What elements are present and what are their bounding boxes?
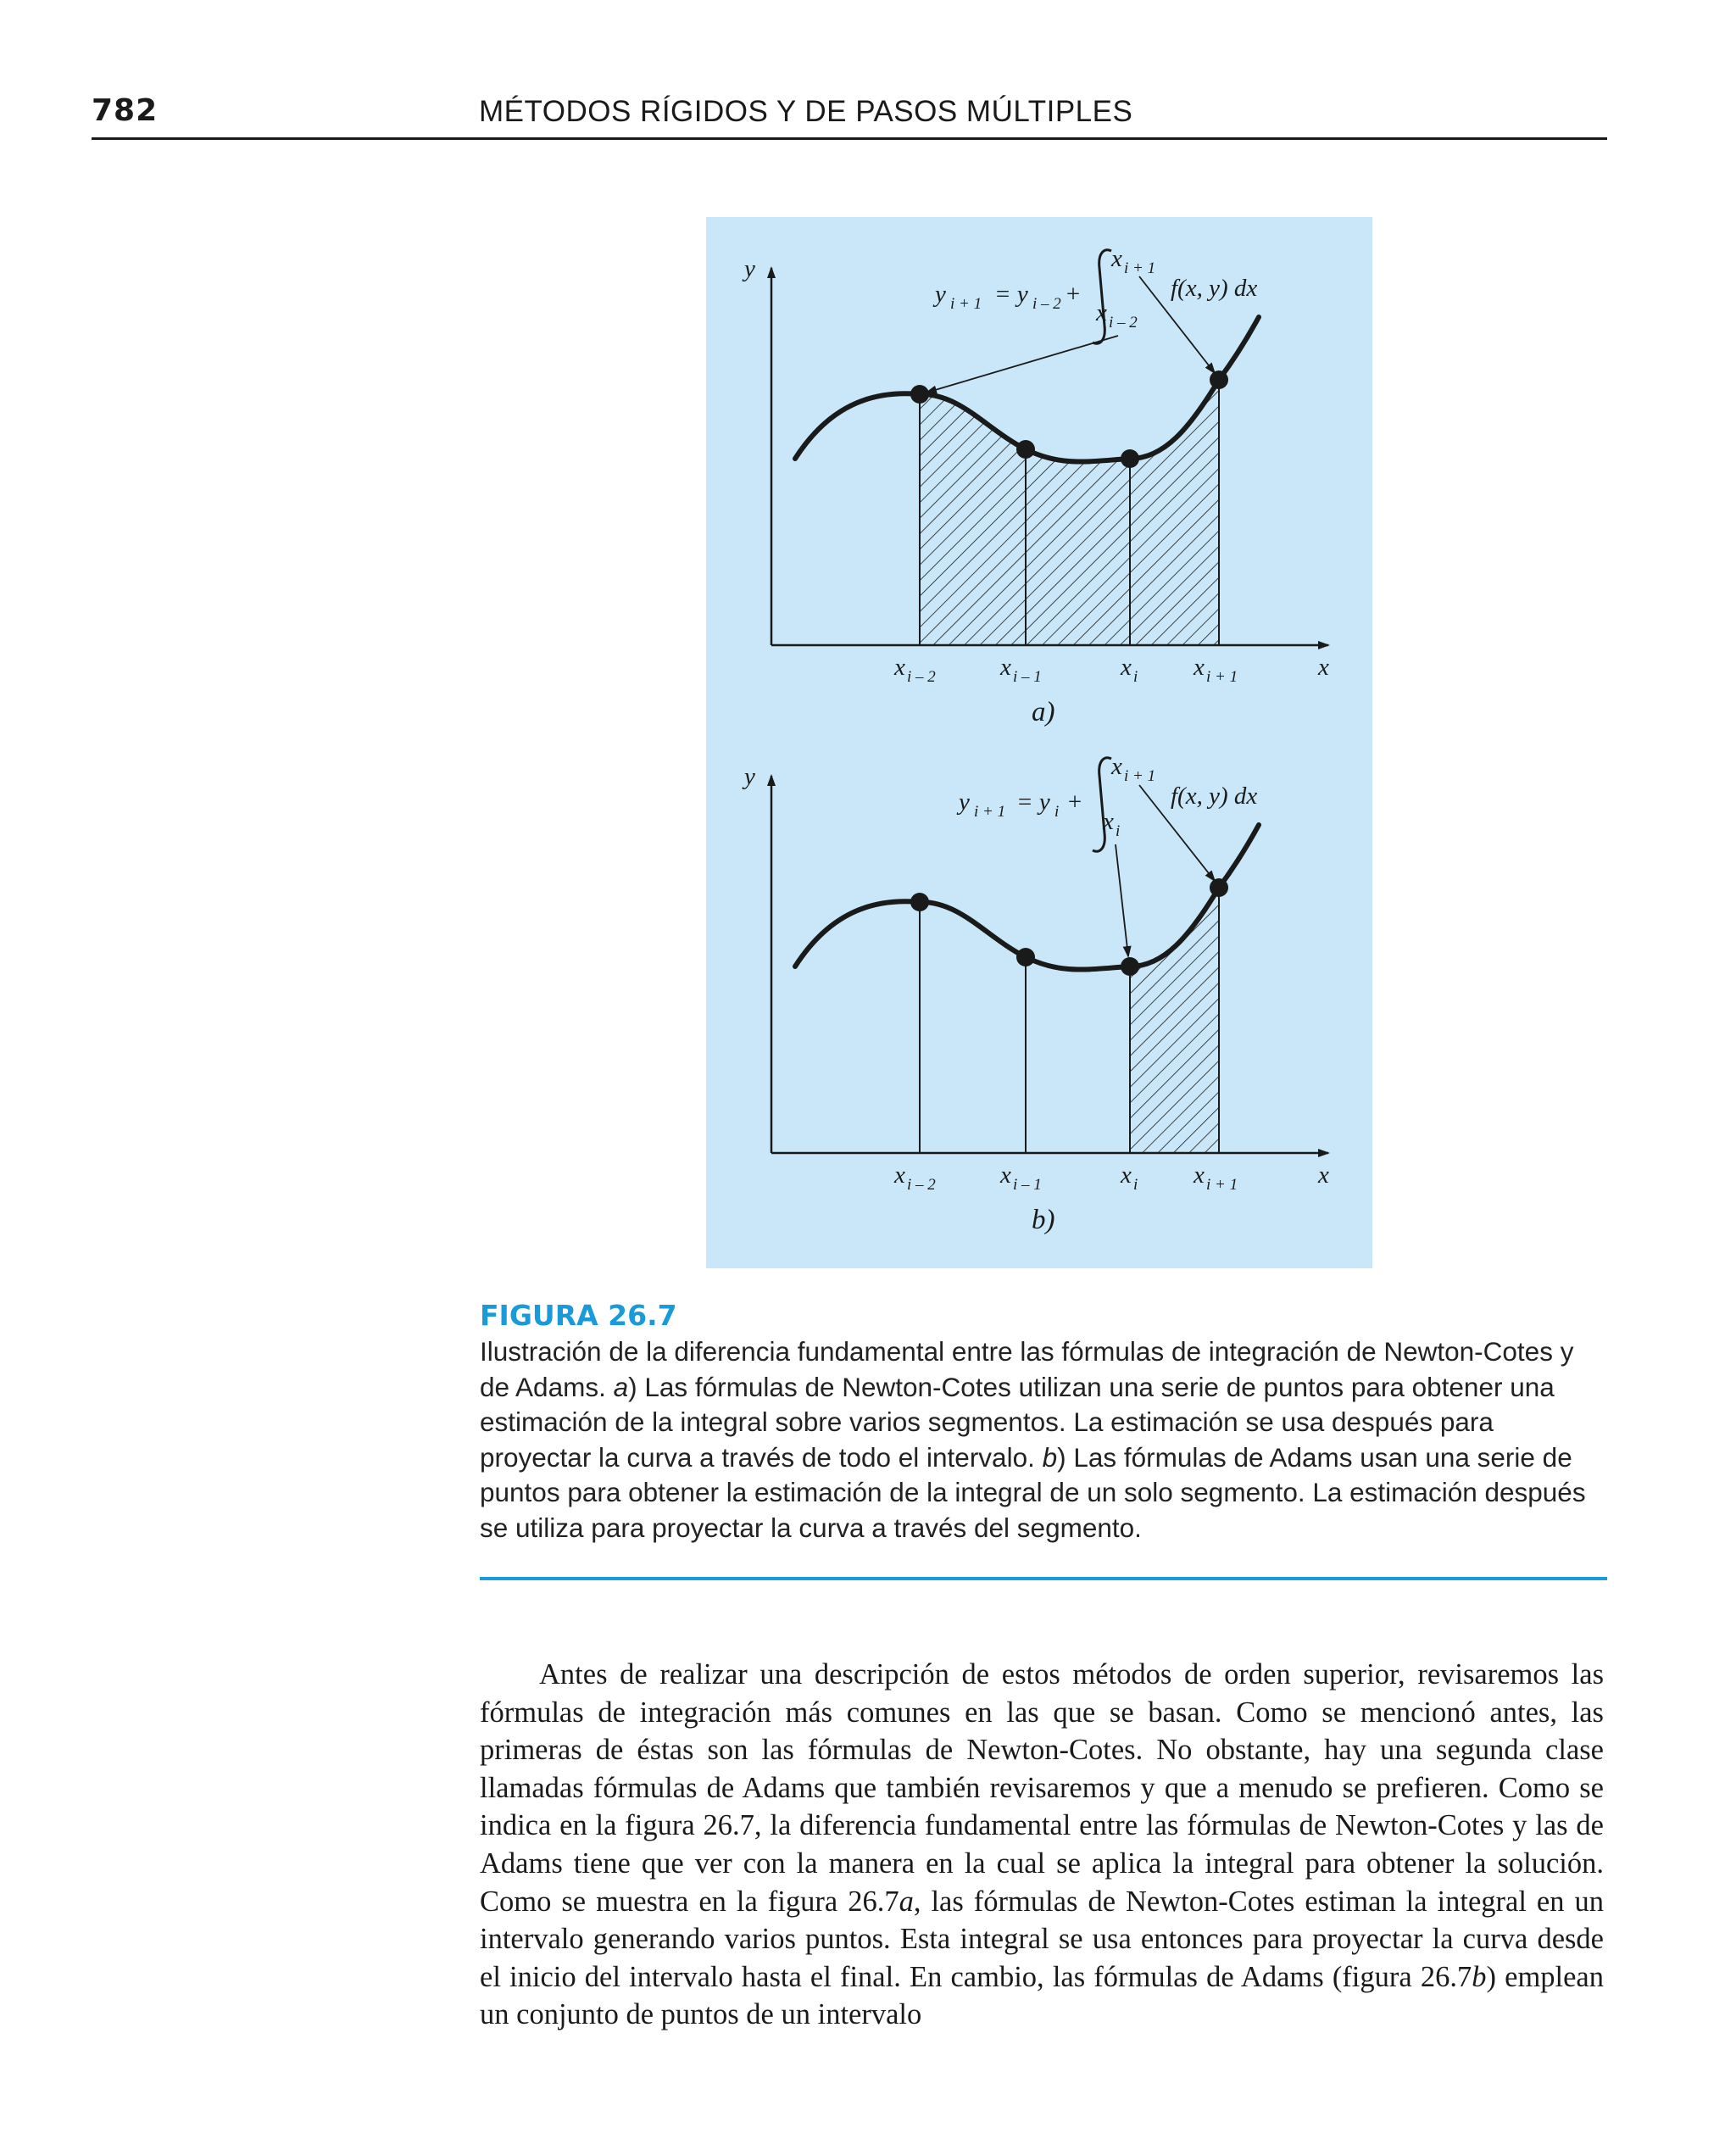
caption-part-2: ) Las fórmulas de Newton-Cotes utilizan una serie de puntos para obtener una estimación de la integral sobre varios segmentos. La estimación se usa después para proyectar la curva a través de todo el intervalo. bbox=[480, 1371, 1555, 1473]
panel-b-upper-limit: x bbox=[1111, 753, 1122, 780]
panel-b-point-2 bbox=[1016, 948, 1035, 966]
panel-b-x-label: x bbox=[1318, 1161, 1329, 1189]
body-part-3: ) emplean un conjunto de puntos de un intervalo bbox=[480, 1960, 1604, 2031]
panel-b-formula-eq: = y bbox=[1016, 788, 1050, 816]
panel-a-tick-2: x bbox=[1000, 654, 1011, 681]
panel-a-point-1 bbox=[910, 385, 929, 404]
panel-b-formula-rhs-sub: i bbox=[1054, 803, 1060, 821]
figure-caption-title: FIGURA 26.7 bbox=[480, 1299, 677, 1332]
caption-rule bbox=[480, 1577, 1607, 1580]
panel-b-tick-1: x bbox=[894, 1161, 905, 1189]
panel-a-integrand: f(x, y) dx bbox=[1171, 275, 1258, 302]
body-fig-ref-a: a bbox=[899, 1885, 914, 1918]
panel-a-tick-3: x bbox=[1121, 654, 1132, 681]
panel-b-y-label: y bbox=[744, 763, 755, 790]
figure-caption-text bbox=[480, 1334, 1607, 1546]
panel-b-tick-2: x bbox=[1000, 1161, 1011, 1189]
page-number: 782 bbox=[92, 93, 159, 128]
figure-panel bbox=[706, 217, 1372, 1268]
panel-b-integral-sign bbox=[1093, 758, 1111, 851]
panel-a-point-3 bbox=[1121, 449, 1139, 468]
panel-a-upper-limit: x bbox=[1111, 245, 1122, 272]
panel-b-tick-3: x bbox=[1121, 1161, 1132, 1189]
panel-b bbox=[742, 753, 1329, 1235]
panel-b-tick-4: x bbox=[1194, 1161, 1205, 1189]
panel-b-tick-1-sub: i – 2 bbox=[907, 1176, 936, 1194]
panel-a-point-4 bbox=[1210, 370, 1228, 389]
panel-b-lower-limit-sub: i bbox=[1116, 822, 1121, 840]
panel-b-tick-2-sub: i – 1 bbox=[1013, 1176, 1042, 1194]
panel-b-point-3 bbox=[1121, 957, 1139, 976]
panel-a-upper-limit-sub: i + 1 bbox=[1124, 259, 1156, 277]
header-rule bbox=[92, 137, 1607, 140]
body-part-1: Antes de realizar una descripción de estos métodos de orden superior, revisaremos las fórmulas de integración más comunes en las que se basan. Como se mencionó antes, las primeras de éstas son las fórmulas de Newton-Cotes. No obstante, hay una segunda clase llamadas fórmulas de Adams que también revisaremos y que a menudo se prefieren. Como se indica en la figura 26.7, la diferencia fundamental entre las fórmulas de Newton-Cotes y las de Adams tiene que ver con la manera en la cual se aplica la integral para obtener la solución. Como se muestra en la figura 26.7 bbox=[480, 1658, 1604, 1918]
panel-b-tick-4-sub: i + 1 bbox=[1206, 1176, 1238, 1194]
panel-b-point-4 bbox=[1210, 878, 1228, 897]
panel-a bbox=[742, 245, 1329, 727]
panel-a-formula-rhs-sub: i – 2 bbox=[1032, 295, 1061, 313]
panel-a-point-2 bbox=[1016, 440, 1035, 459]
panel-a-x-label: x bbox=[1318, 654, 1329, 681]
panel-a-hatched-area bbox=[920, 380, 1219, 645]
body-paragraph bbox=[480, 1656, 1604, 2034]
panel-a-tick-1-sub: i – 2 bbox=[907, 668, 936, 686]
panel-b-formula-lhs-sub: i + 1 bbox=[974, 803, 1006, 821]
panel-a-tick-4-sub: i + 1 bbox=[1206, 668, 1238, 686]
panel-b-tick-3-sub: i bbox=[1133, 1176, 1138, 1194]
caption-label-a: a bbox=[613, 1371, 629, 1402]
panel-a-lower-limit-sub: i – 2 bbox=[1109, 314, 1138, 331]
panel-a-formula-lhs: y bbox=[935, 281, 946, 308]
body-part-2: , las fórmulas de Newton-Cotes estiman la integral en un intervalo generando varios puntos. Esta integral se usa entonces para proyectar la curva desde el inicio del intervalo hasta el final. En cambio, las fórmulas de Adams (figura 26.7 bbox=[480, 1885, 1605, 1993]
caption-part-1: Ilustración de la diferencia fundamental entre las fórmulas de integración de Newton-Cotes y de Adams. bbox=[480, 1336, 1574, 1402]
panel-b-tag: b) bbox=[1032, 1205, 1055, 1235]
panel-a-y-label: y bbox=[744, 255, 755, 282]
panel-b-point-1 bbox=[910, 893, 929, 911]
panel-a-formula-eq: = y bbox=[994, 281, 1028, 308]
panel-a-arrow-lower bbox=[926, 336, 1118, 393]
panel-a-tick-1: x bbox=[894, 654, 905, 681]
panel-b-formula-plus: + bbox=[1066, 788, 1083, 816]
panel-a-formula-plus: + bbox=[1065, 281, 1082, 308]
panel-b-hatched-area bbox=[1130, 888, 1219, 1153]
panel-b-arrow-lower bbox=[1116, 844, 1128, 956]
panel-a-formula-lhs-sub: i + 1 bbox=[950, 295, 982, 313]
caption-label-b: b bbox=[1042, 1441, 1058, 1473]
body-fig-ref-b: b bbox=[1472, 1960, 1487, 1993]
caption-part-3: ) Las fórmulas de Adams usan una serie de puntos para obtener la estimación de la integral de un solo segmento. La estimación después se utiliza para proyectar la curva a través del segmento. bbox=[480, 1441, 1586, 1543]
panel-b-integrand: f(x, y) dx bbox=[1171, 783, 1258, 810]
panel-a-tick-4: x bbox=[1194, 654, 1205, 681]
figure-26-7-illustration bbox=[706, 217, 1372, 1268]
panel-a-tick-3-sub: i bbox=[1133, 668, 1138, 686]
panel-a-tag: a) bbox=[1032, 697, 1055, 727]
running-head: MÉTODOS RÍGIDOS Y DE PASOS MÚLTIPLES bbox=[479, 95, 1133, 128]
panel-a-lower-limit: x bbox=[1096, 299, 1107, 326]
panel-b-lower-limit: x bbox=[1103, 808, 1114, 835]
panel-b-upper-limit-sub: i + 1 bbox=[1124, 767, 1156, 785]
panel-a-tick-2-sub: i – 1 bbox=[1013, 668, 1042, 686]
panel-b-formula-lhs: y bbox=[959, 788, 970, 816]
